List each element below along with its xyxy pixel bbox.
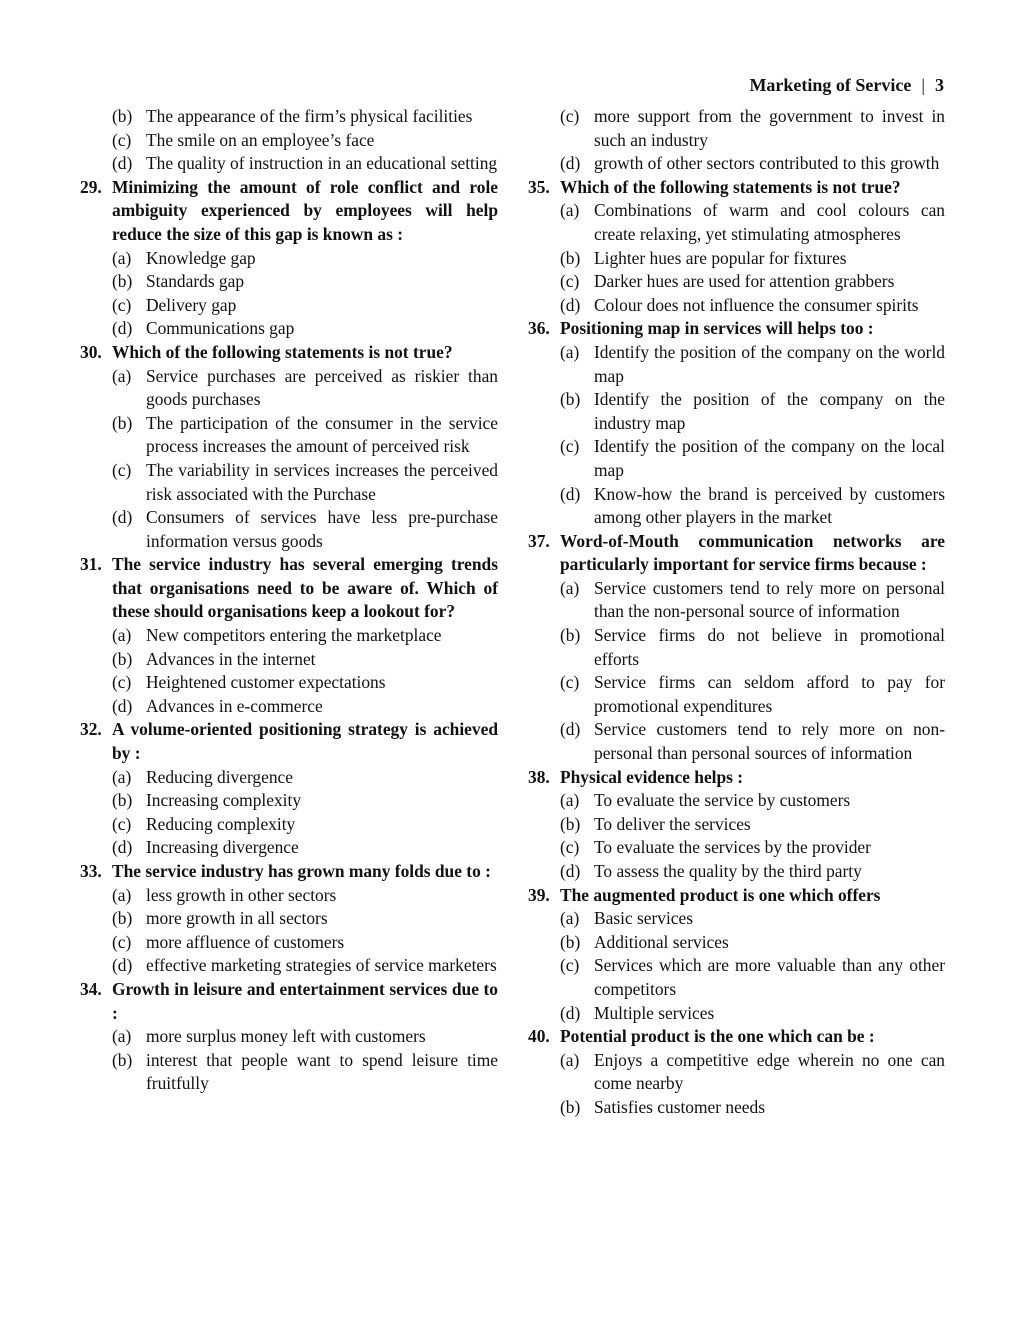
answer-option <box>112 648 498 672</box>
answer-option <box>560 388 945 435</box>
answer-option <box>112 789 498 813</box>
answer-option <box>560 577 945 624</box>
option-label: (a) <box>112 1026 132 1047</box>
option-text: Services which are more valuable than any other competitors <box>594 955 945 999</box>
option-label: (b) <box>560 931 581 952</box>
option-text: more growth in all sectors <box>146 908 328 929</box>
option-text: New competitors entering the marketplace <box>146 625 442 646</box>
answer-option <box>560 1002 945 1026</box>
option-label: (c) <box>112 129 132 150</box>
option-label: (b) <box>560 1096 581 1117</box>
question-number: 32. <box>80 719 102 740</box>
option-label: (d) <box>560 719 581 740</box>
option-text: interest that people want to spend leisure time fruitfully <box>146 1049 498 1094</box>
answer-option <box>560 718 945 765</box>
option-label: (a) <box>112 365 132 386</box>
answer-option <box>112 152 498 176</box>
answer-option <box>112 884 498 908</box>
option-text: Delivery gap <box>146 294 237 315</box>
question-stem <box>528 766 945 790</box>
option-text: Darker hues are used for attention grabbers <box>594 271 895 292</box>
answer-option <box>112 459 498 506</box>
question-number: 30. <box>80 341 102 362</box>
answer-option <box>112 412 498 459</box>
option-text: Basic services <box>594 908 693 929</box>
option-text: Communications gap <box>146 318 295 339</box>
option-label: (d) <box>560 483 581 504</box>
question-stem <box>80 176 498 247</box>
option-label: (c) <box>560 837 580 858</box>
question-stem <box>528 530 945 577</box>
option-label: (c) <box>112 294 132 315</box>
answer-option <box>560 671 945 718</box>
answer-option <box>112 836 498 860</box>
option-label: (c) <box>560 106 580 126</box>
option-text: Identify the position of the company on the world map <box>594 341 945 386</box>
question-text: Which of the following statements is not true? <box>112 341 453 362</box>
option-text: Service firms can seldom afford to pay for promotional expenditures <box>594 672 945 716</box>
answer-option <box>560 860 945 884</box>
answer-option <box>112 1025 498 1049</box>
question-stem <box>528 317 945 341</box>
question-text: Physical evidence helps : <box>560 766 744 787</box>
answer-option <box>560 483 945 530</box>
option-label: (b) <box>560 813 581 834</box>
question-text: The service industry has several emerging trends that organisations need to be aware of. Which of these should organisations keep a lookout for? <box>112 554 498 622</box>
question-text: The service industry has grown many folds due to : <box>112 861 491 881</box>
answer-option <box>560 813 945 837</box>
answer-option <box>560 954 945 1001</box>
option-text: The appearance of the firm’s physical facilities <box>146 106 473 126</box>
option-text: Reducing divergence <box>146 766 293 787</box>
answer-option <box>112 766 498 790</box>
option-label: (b) <box>112 271 133 292</box>
option-label: (d) <box>560 153 581 174</box>
option-label: (a) <box>560 577 580 598</box>
option-label: (c) <box>560 436 580 457</box>
option-label: (b) <box>112 1049 133 1070</box>
option-text: Standards gap <box>146 271 245 292</box>
option-label: (a) <box>112 247 132 268</box>
question-number: 36. <box>528 318 550 339</box>
option-label: (d) <box>560 861 581 881</box>
question-block <box>528 766 945 884</box>
question-text: Minimizing the amount of role conflict and role ambiguity experienced by employees will help reduce the size of this gap is known as : <box>112 176 498 244</box>
option-text: Combinations of warm and cool colours can create relaxing, yet stimulating atmospheres <box>594 200 945 244</box>
question-text: A volume-oriented positioning strategy is achieved by : <box>112 719 498 764</box>
question-block <box>528 1025 945 1119</box>
option-text: Additional services <box>594 931 729 952</box>
option-text: Service customers tend to rely more on personal than the non-personal source of information <box>594 577 945 622</box>
option-label: (d) <box>112 507 133 528</box>
question-number: 40. <box>528 1026 550 1047</box>
option-label: (a) <box>112 884 132 905</box>
answer-option <box>560 105 945 152</box>
option-label: (b) <box>112 790 133 811</box>
answer-option <box>112 671 498 695</box>
option-text: The smile on an employee’s face <box>146 129 375 150</box>
option-text: Reducing complexity <box>146 813 296 834</box>
option-text: less growth in other sectors <box>146 884 337 905</box>
question-stem <box>528 176 945 200</box>
question-block <box>80 978 498 1096</box>
option-label: (d) <box>112 837 133 858</box>
question-number: 34. <box>80 978 102 999</box>
answer-option <box>112 129 498 153</box>
option-label: (a) <box>112 625 132 646</box>
answer-option <box>112 247 498 271</box>
option-label: (a) <box>560 341 580 362</box>
option-text: effective marketing strategies of service marketers <box>146 955 497 976</box>
option-label: (c) <box>560 955 580 976</box>
option-text: The participation of the consumer in the service process increases the amount of perceived risk <box>146 412 498 457</box>
option-text: Multiple services <box>594 1002 715 1023</box>
option-text: Increasing divergence <box>146 837 299 858</box>
question-stem <box>80 553 498 624</box>
option-label: (b) <box>112 412 133 433</box>
question-block <box>528 884 945 1026</box>
question-number: 39. <box>528 884 550 905</box>
question-text: Word-of-Mouth communication networks are particularly important for service firms because : <box>560 530 945 575</box>
question-block <box>528 105 945 176</box>
option-text: Service purchases are perceived as riskier than goods purchases <box>146 365 498 410</box>
question-number: 31. <box>80 554 102 575</box>
option-label: (d) <box>112 153 133 174</box>
running-header <box>749 74 944 98</box>
option-label: (c) <box>112 931 132 952</box>
answer-option <box>560 1096 945 1120</box>
option-label: (b) <box>112 106 133 126</box>
answer-option <box>112 270 498 294</box>
option-label: (a) <box>560 908 580 929</box>
option-text: growth of other sectors contributed to this growth <box>594 153 940 174</box>
answer-option <box>112 365 498 412</box>
answer-option <box>112 931 498 955</box>
option-text: Advances in the internet <box>146 648 316 669</box>
option-label: (a) <box>560 200 580 221</box>
option-label: (d) <box>112 695 133 716</box>
option-label: (c) <box>112 672 132 693</box>
option-text: To assess the quality by the third party <box>594 861 862 881</box>
answer-option <box>112 813 498 837</box>
option-label: (b) <box>560 625 581 646</box>
question-block <box>80 860 498 978</box>
left-column <box>80 105 498 1096</box>
question-block <box>80 341 498 553</box>
option-text: Service firms do not believe in promotional efforts <box>594 625 945 669</box>
option-text: more support from the government to invest in such an industry <box>594 106 945 150</box>
answer-option <box>560 199 945 246</box>
option-label: (d) <box>560 1002 581 1023</box>
option-label: (a) <box>112 766 132 787</box>
answer-option <box>560 907 945 931</box>
question-text: The augmented product is one which offers <box>560 884 881 905</box>
option-text: Satisfies customer needs <box>594 1096 765 1117</box>
answer-option <box>112 506 498 553</box>
answer-option <box>560 624 945 671</box>
answer-option <box>112 954 498 978</box>
question-block <box>528 317 945 529</box>
option-label: (d) <box>112 955 133 976</box>
option-text: Enjoys a competitive edge wherein no one can come nearby <box>594 1049 945 1094</box>
question-stem <box>528 884 945 908</box>
answer-option <box>560 247 945 271</box>
option-text: To deliver the services <box>594 813 751 834</box>
question-stem <box>80 860 498 884</box>
header-title: Marketing of Service <box>749 75 912 95</box>
option-text: The quality of instruction in an educational setting <box>146 153 498 174</box>
question-block <box>80 176 498 341</box>
page-number: 3 <box>935 75 944 95</box>
answer-option <box>560 152 945 176</box>
answer-option <box>560 294 945 318</box>
option-text: Service customers tend to rely more on non-personal than personal sources of information <box>594 719 945 764</box>
right-column <box>528 105 945 1120</box>
question-number: 35. <box>528 176 550 197</box>
option-text: Know-how the brand is perceived by customers among other players in the market <box>594 483 945 528</box>
option-text: Identify the position of the company on the local map <box>594 436 945 480</box>
question-stem <box>80 341 498 365</box>
answer-option <box>112 695 498 719</box>
answer-option <box>112 907 498 931</box>
answer-option <box>560 931 945 955</box>
option-text: Lighter hues are popular for fixtures <box>594 247 847 268</box>
header-separator: | <box>921 75 925 95</box>
answer-option <box>112 624 498 648</box>
answer-option <box>112 105 498 129</box>
answer-option <box>112 1049 498 1096</box>
option-label: (b) <box>112 908 133 929</box>
answer-option <box>112 317 498 341</box>
question-number: 33. <box>80 861 102 881</box>
option-label: (c) <box>112 459 132 480</box>
answer-option <box>560 270 945 294</box>
option-text: Consumers of services have less pre-purchase information versus goods <box>146 507 498 551</box>
option-label: (c) <box>560 271 580 292</box>
option-text: Colour does not influence the consumer spirits <box>594 294 919 315</box>
question-block <box>528 530 945 766</box>
option-label: (b) <box>560 247 581 268</box>
question-text: Which of the following statements is not true? <box>560 176 901 197</box>
option-text: Advances in e-commerce <box>146 695 323 716</box>
option-label: (c) <box>112 813 132 834</box>
answer-option <box>112 294 498 318</box>
option-text: more surplus money left with customers <box>146 1026 426 1047</box>
question-stem <box>80 718 498 765</box>
question-number: 38. <box>528 766 550 787</box>
question-number: 37. <box>528 530 550 551</box>
answer-option <box>560 789 945 813</box>
option-label: (d) <box>112 318 133 339</box>
answer-option <box>560 435 945 482</box>
question-text: Positioning map in services will helps too : <box>560 318 874 339</box>
option-text: Identify the position of the company on the industry map <box>594 389 945 433</box>
answer-option <box>560 836 945 860</box>
question-block <box>528 176 945 318</box>
option-label: (a) <box>560 790 580 811</box>
option-label: (d) <box>560 294 581 315</box>
question-text: Growth in leisure and entertainment services due to : <box>112 978 498 1023</box>
option-text: Increasing complexity <box>146 790 302 811</box>
option-text: more affluence of customers <box>146 931 345 952</box>
option-text: To evaluate the service by customers <box>594 790 851 811</box>
question-block <box>80 105 498 176</box>
question-text: Potential product is the one which can be : <box>560 1026 875 1047</box>
answer-option <box>560 1049 945 1096</box>
question-block <box>80 718 498 860</box>
option-label: (c) <box>560 672 580 693</box>
option-text: To evaluate the services by the provider <box>594 837 871 858</box>
question-stem <box>80 978 498 1025</box>
option-text: The variability in services increases the perceived risk associated with the Purchase <box>146 459 498 504</box>
question-block <box>80 553 498 718</box>
option-label: (b) <box>560 389 581 410</box>
answer-option <box>560 341 945 388</box>
question-number: 29. <box>80 176 102 197</box>
option-text: Knowledge gap <box>146 247 256 268</box>
question-stem <box>528 1025 945 1049</box>
option-text: Heightened customer expectations <box>146 672 386 693</box>
option-label: (b) <box>112 648 133 669</box>
option-label: (a) <box>560 1049 580 1070</box>
